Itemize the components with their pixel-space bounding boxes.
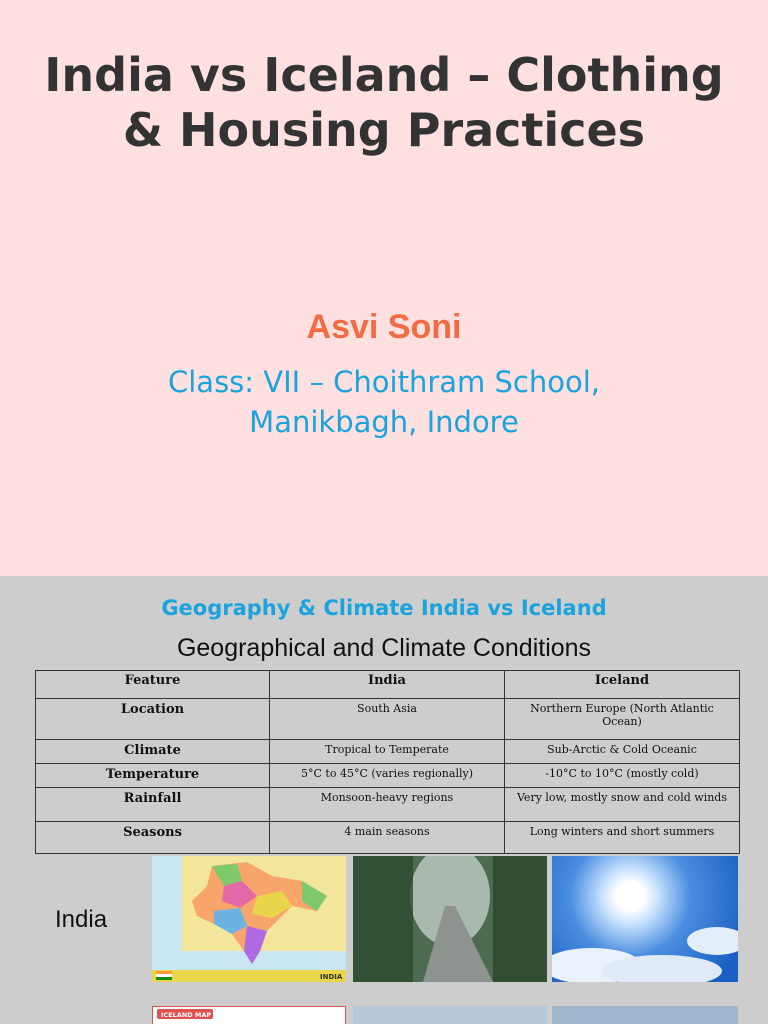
comparison-table [35,670,740,854]
iceland-map-graphic [153,1007,346,1024]
slide-title: India vs Iceland – Clothing & Housing Practices [44,48,724,157]
iceland-cell: Very low, mostly snow and cold winds [505,788,740,822]
slide-heading: Geography & Climate India vs Iceland [161,596,607,620]
feature-cell: Seasons [36,822,270,854]
india-map-caption: INDIA [320,973,343,981]
india-row-label: India [55,906,108,933]
table-header-row [36,671,740,699]
table-row [36,740,740,764]
india-cell: Tropical to Temperate [270,740,505,764]
author-name: Asvi Soni [306,308,462,346]
feature-cell: Temperature [36,764,270,788]
iceland-map-image [152,1006,346,1024]
iceland-cell: Sub-Arctic & Cold Oceanic [505,740,740,764]
india-cell: Monsoon-heavy regions [270,788,505,822]
sunny-sky-photo [552,856,738,982]
table-row [36,699,740,740]
iceland-map-caption: ICELAND MAP [161,1011,212,1019]
rainy-road-photo [353,856,547,982]
india-cell: South Asia [270,699,505,740]
header-iceland: Iceland [505,671,740,699]
class-info: Class: VII – Choithram School, Manikbagh, Indore [168,365,600,439]
geography-slide [0,576,768,1024]
india-cell: 4 main seasons [270,822,505,854]
rainy-road-graphic [353,856,547,982]
iceland-cell: Long winters and short summers [505,822,740,854]
sunny-sky-graphic [552,856,738,982]
india-map-image [152,856,346,982]
feature-cell: Rainfall [36,788,270,822]
india-cell: 5°C to 45°C (varies regionally) [270,764,505,788]
header-india: India [270,671,505,699]
table-row [36,822,740,854]
feature-cell: Climate [36,740,270,764]
header-feature: Feature [36,671,270,699]
table-row [36,788,740,822]
india-map-graphic [152,856,346,982]
table-row [36,764,740,788]
iceland-cell: Northern Europe (North Atlantic Ocean) [505,699,740,740]
iceland-photo-1 [353,1006,547,1024]
slide-subheading: Geographical and Climate Conditions [176,634,592,662]
iceland-cell: -10°C to 10°C (mostly cold) [505,764,740,788]
feature-cell: Location [36,699,270,740]
iceland-photo-2 [552,1006,738,1024]
